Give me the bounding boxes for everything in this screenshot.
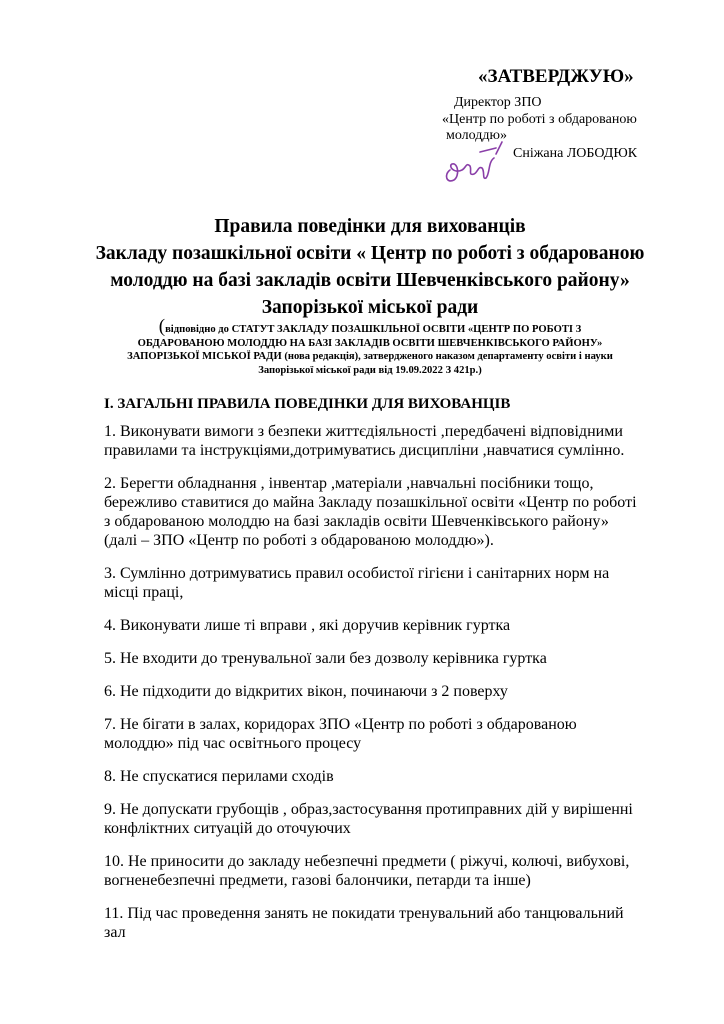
reference-text: відповідно до СТАТУТ ЗАКЛАДУ ПОЗАШКІЛЬНОЇ ОСВІТИ «ЦЕНТР ПО РОБОТІ З [165,324,582,335]
rule-item [104,904,688,942]
rule-line: бережливо ставитися до майна Закладу позашкільної освіти «Центр по роботі [104,494,637,511]
rule-line: 2. Берегти обладнання , інвентар ,матеріали ,навчальні посібники тощо, [104,475,594,492]
organization-line: «Центр по роботі з обдарованою [442,112,637,127]
reference-open-paren: ( [158,316,166,337]
rule-item [104,474,688,550]
rule-line: 10. Не приносити до закладу небезпечні предмети ( ріжучі, колючі, вибухові, [104,853,630,870]
rule-line: 1. Виконувати вимоги з безпеки життєдіяльності ,передбачені відповідними [104,423,623,440]
director-position: Директор ЗПО [454,95,542,110]
rule-line: правилами та інструкціями,дотримуватись дисципліни ,навчатися сумлінно. [104,442,625,459]
reference-line: ОБДАРОВАНОЮ МОЛОДДЮ НА БАЗІ ЗАКЛАДІВ ОСВІТИ ШЕВЧЕНКІВСЬКОГО РАЙОНУ» [137,337,603,349]
rule-item [104,649,688,668]
rule-line: місці праці, [104,584,184,601]
reference-line: Запорізької міської ради від 19.09.2022 З 421р.) [258,364,482,376]
organization-line: молоддю» [446,128,507,143]
rule-line: 8. Не спускатися перилами сходів [104,768,334,785]
rule-line: молоддю» під час освітнього процесу [104,735,362,752]
rule-line: 3. Сумлінно дотримуватись правил особистої гігієни і санітарних норм на [104,565,610,582]
title-line: Закладу позашкільної освіти « Центр по роботі з обдарованою [95,243,645,264]
reference-line: ЗАПОРІЗЬКОЇ МІСЬКОЇ РАДИ (нова редакція), затвердженого наказом департаменту освіти і науки [127,351,613,362]
rule-line: (далі – ЗПО «Центр по роботі з обдарованою молоддю»). [104,532,494,549]
rule-line: 7. Не бігати в залах, коридорах ЗПО «Центр по роботі з обдарованою [104,716,577,733]
signature-row [440,140,700,190]
rule-item [104,767,688,786]
approval-title: «ЗАТВЕРДЖУЮ» [478,66,634,87]
title-line: Запорізької міської ради [261,297,479,318]
rule-item [104,422,688,460]
handwritten-signature [440,140,510,190]
rule-line: з обдарованою молоддю на базі закладів освіти Шевченківського району» [104,513,609,530]
section-heading: І. ЗАГАЛЬНІ ПРАВИЛА ПОВЕДІНКИ ДЛЯ ВИХОВАНЦІВ [104,396,511,412]
title-line: Правила поведінки для вихованців [214,216,526,237]
rule-line: 4. Виконувати лише ті вправи , які доручив керівник гуртка [104,617,511,634]
rule-line: 11. Під час проведення занять не покидати тренувальний або танцювальний [104,905,624,922]
rule-item [104,682,688,701]
approval-block [442,66,702,144]
rules-list [104,422,688,942]
rule-line: вогненебезпечні предмети, газові балончики, петарди та інше) [104,872,531,889]
statute-reference [60,316,680,377]
rule-line: зал [104,924,126,941]
rule-item [104,800,688,838]
rule-line: 6. Не підходити до відкритих вікон, починаючи з 2 поверху [104,683,508,700]
rule-line: конфліктних ситуацій до оточуючих [104,820,351,837]
rule-item [104,715,688,753]
rule-item [104,616,688,635]
rule-item [104,852,688,890]
document-title [60,213,680,321]
rule-line: 9. Не допускати грубощів , образ,застосування протиправних дій у вирішенні [104,801,633,818]
rule-item [104,564,688,602]
signer-name: Сніжана ЛОБОДЮК [513,146,638,161]
title-line: молоддю на базі закладів освіти Шевченківського району» [110,270,630,291]
reference-line [60,316,680,337]
rule-line: 5. Не входити до тренувальної зали без дозволу керівника гуртка [104,650,547,667]
